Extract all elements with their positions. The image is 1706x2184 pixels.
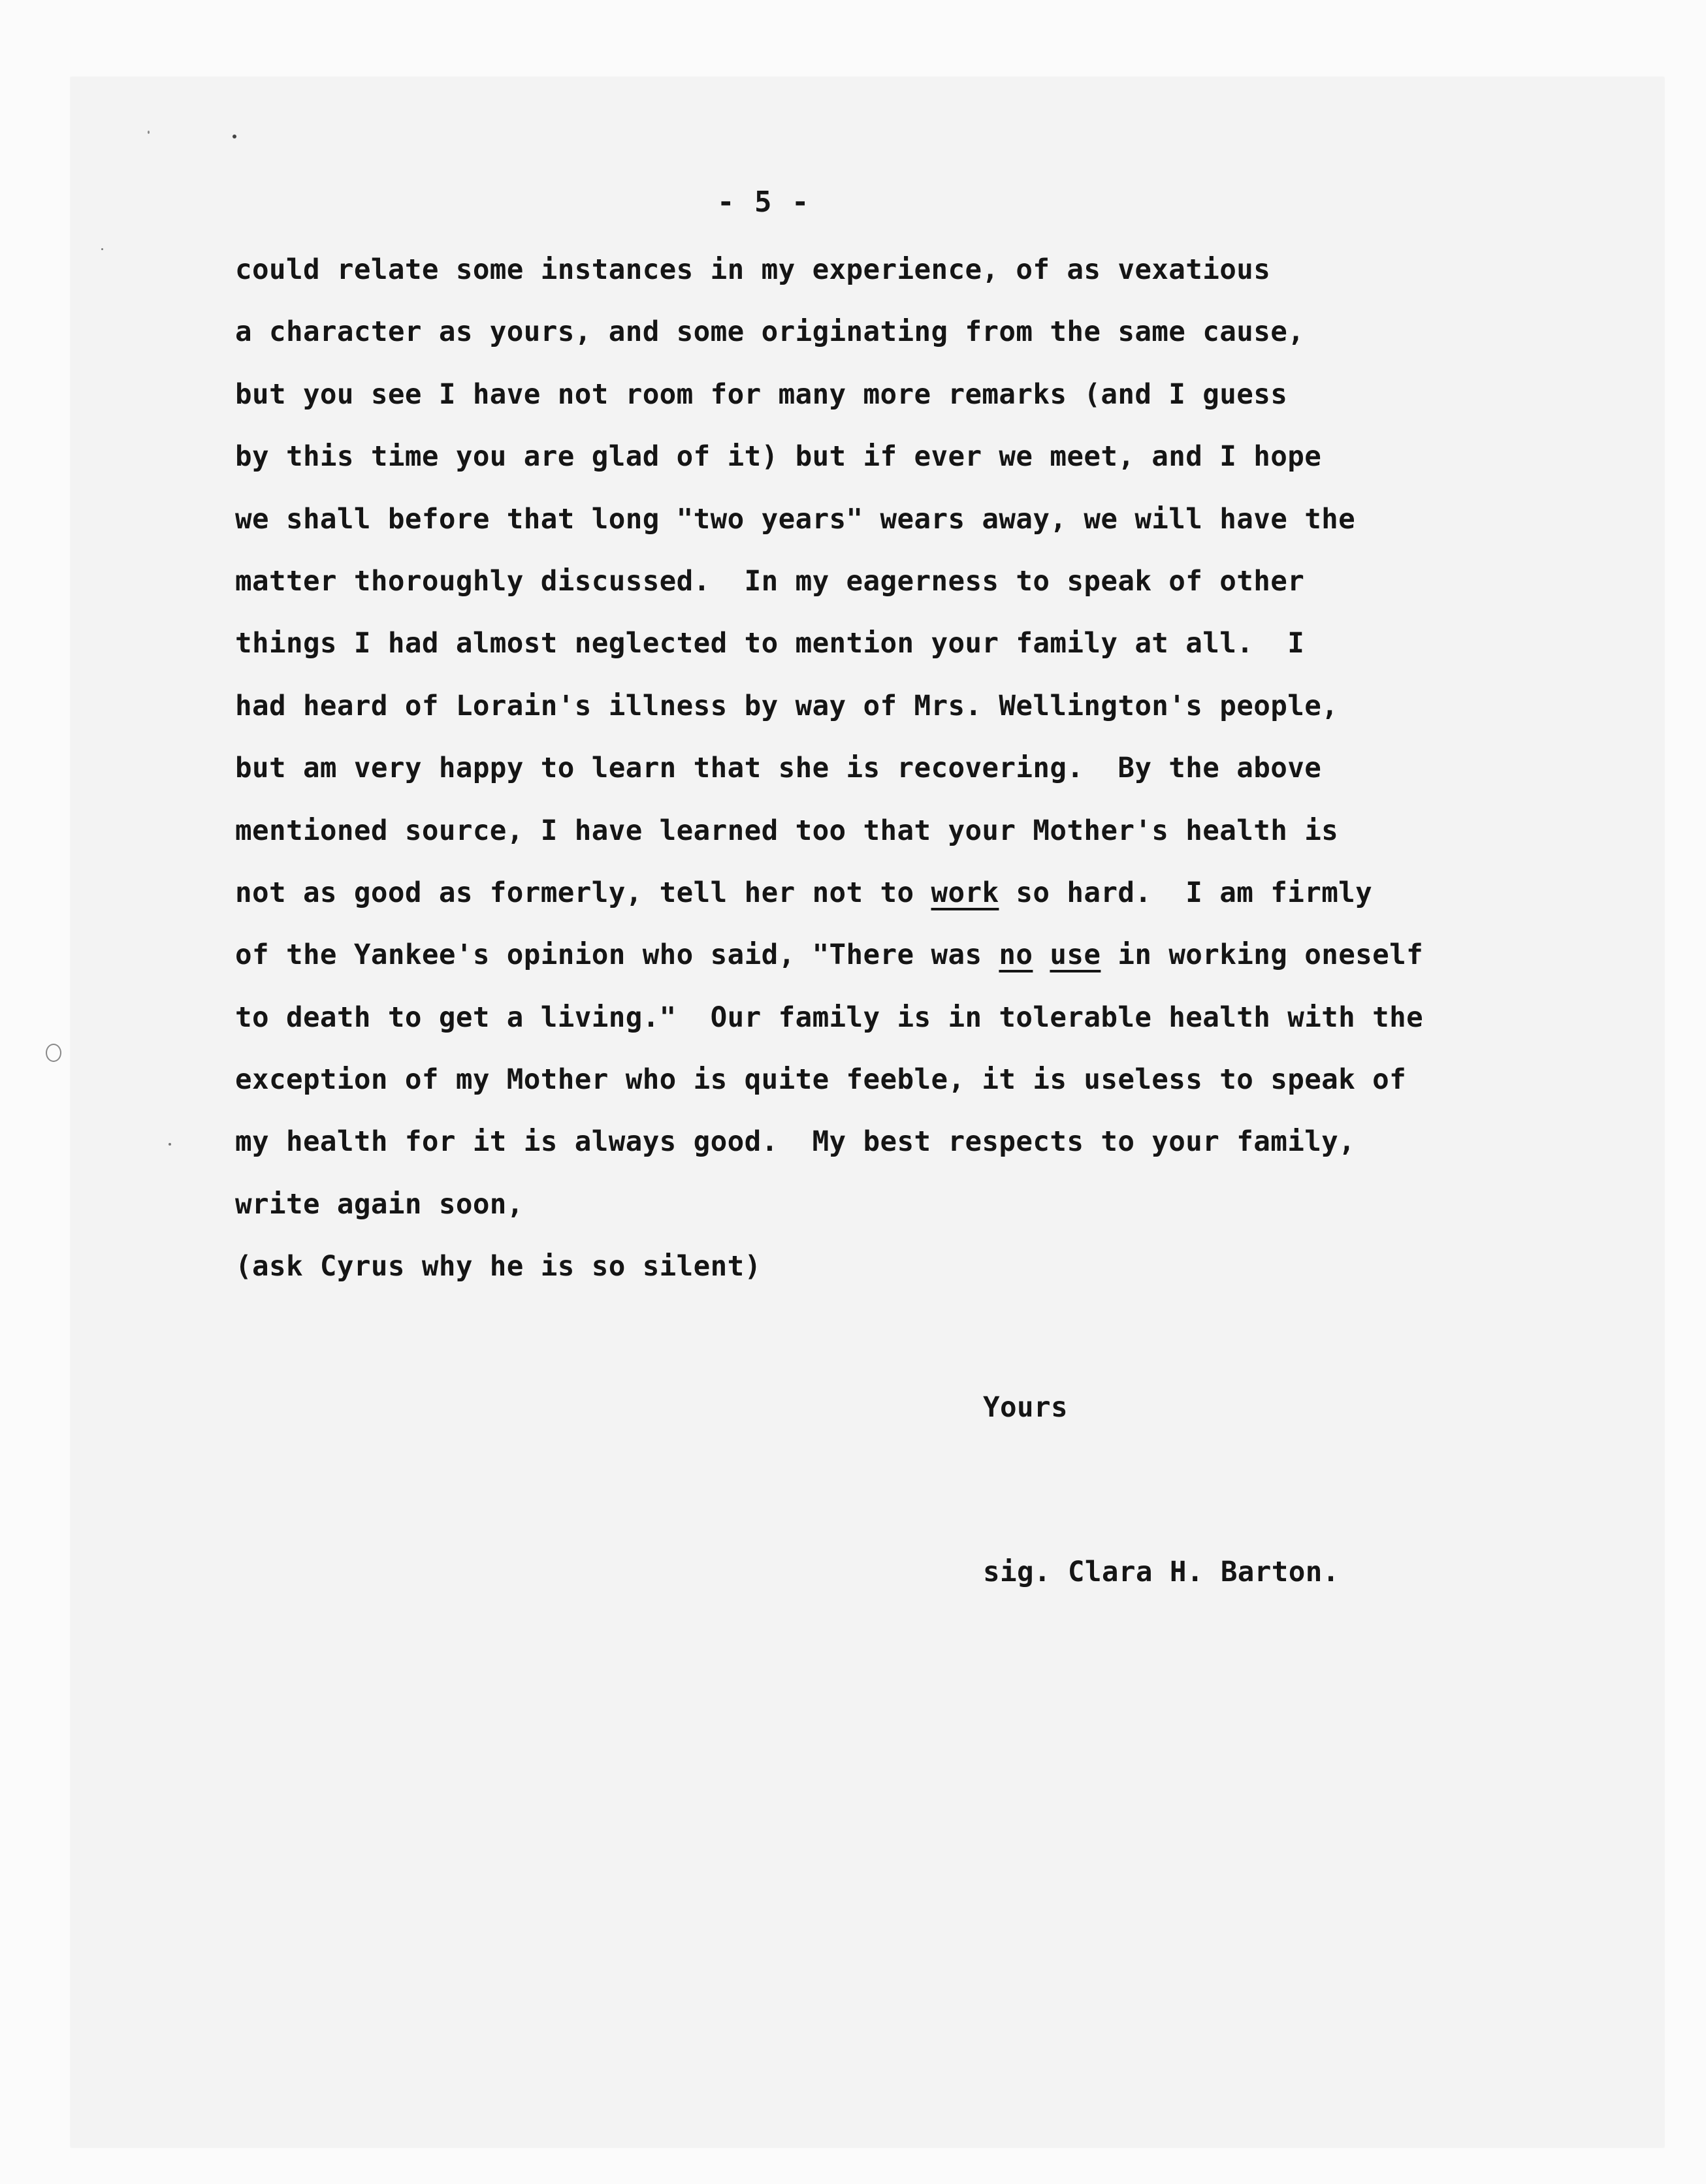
text-segment: so hard. I am firmly <box>999 876 1373 909</box>
text-segment: to death to get a living." Our family is in tolerable health with the <box>235 1001 1424 1034</box>
page-number: - 5 - <box>717 185 811 219</box>
body-line <box>235 1049 1423 1111</box>
scan-hole-mark <box>46 1044 61 1062</box>
letter-body <box>235 239 1423 1298</box>
closing-salutation: Yours <box>983 1392 1068 1424</box>
underlined-word: no <box>999 939 1033 972</box>
text-segment: matter thoroughly discussed. In my eagerness to speak of other <box>235 565 1305 598</box>
scan-speck <box>169 1143 171 1146</box>
body-line <box>235 862 1423 924</box>
body-line <box>235 987 1423 1049</box>
body-line <box>235 800 1423 862</box>
text-segment: of the Yankee's opinion who said, "There was <box>235 939 999 972</box>
text-segment: in working oneself <box>1101 939 1424 972</box>
letter-closing <box>983 1271 1340 1655</box>
text-segment: write again soon, <box>235 1188 524 1221</box>
scan-speck <box>148 131 150 134</box>
body-line <box>235 301 1423 363</box>
body-line <box>235 613 1423 675</box>
scan-speck <box>233 135 236 138</box>
text-segment: mentioned source, I have learned too that your Mother's health is <box>235 814 1339 847</box>
body-line <box>235 1174 1423 1236</box>
body-line <box>235 551 1423 613</box>
body-line <box>235 426 1423 488</box>
text-segment: but you see I have not room for many more remarks (and I guess <box>235 378 1288 411</box>
body-line <box>235 924 1423 986</box>
text-segment: we shall before that long "two years" wears away, we will have the <box>235 503 1356 536</box>
body-line <box>235 675 1423 737</box>
underlined-word: use <box>1050 939 1101 972</box>
text-segment: things I had almost neglected to mention your family at all. I <box>235 628 1305 660</box>
signature-line: sig. Clara H. Barton. <box>983 1556 1340 1588</box>
body-line <box>235 364 1423 426</box>
scan-speck <box>101 248 103 250</box>
text-segment: a character as yours, and some originating from the same cause, <box>235 316 1305 349</box>
body-line <box>235 1111 1423 1173</box>
text-segment: (ask Cyrus why he is so silent) <box>235 1251 762 1283</box>
underlined-word: work <box>931 876 999 909</box>
text-segment: had heard of Lorain's illness by way of Mrs. Wellington's people, <box>235 690 1339 722</box>
text-segment: exception of my Mother who is quite feeble, it is useless to speak of <box>235 1064 1407 1097</box>
text-segment: not as good as formerly, tell her not to <box>235 876 931 909</box>
body-line <box>235 489 1423 551</box>
text-segment <box>1033 939 1050 971</box>
text-segment: by this time you are glad of it) but if ever we meet, and I hope <box>235 441 1322 474</box>
text-segment: could relate some instances in my experience, of as vexatious <box>235 254 1271 286</box>
body-line <box>235 737 1423 799</box>
text-segment: but am very happy to learn that she is recovering. By the above <box>235 752 1322 785</box>
text-segment: my health for it is always good. My best respects to your family, <box>235 1126 1356 1159</box>
body-line <box>235 239 1423 301</box>
